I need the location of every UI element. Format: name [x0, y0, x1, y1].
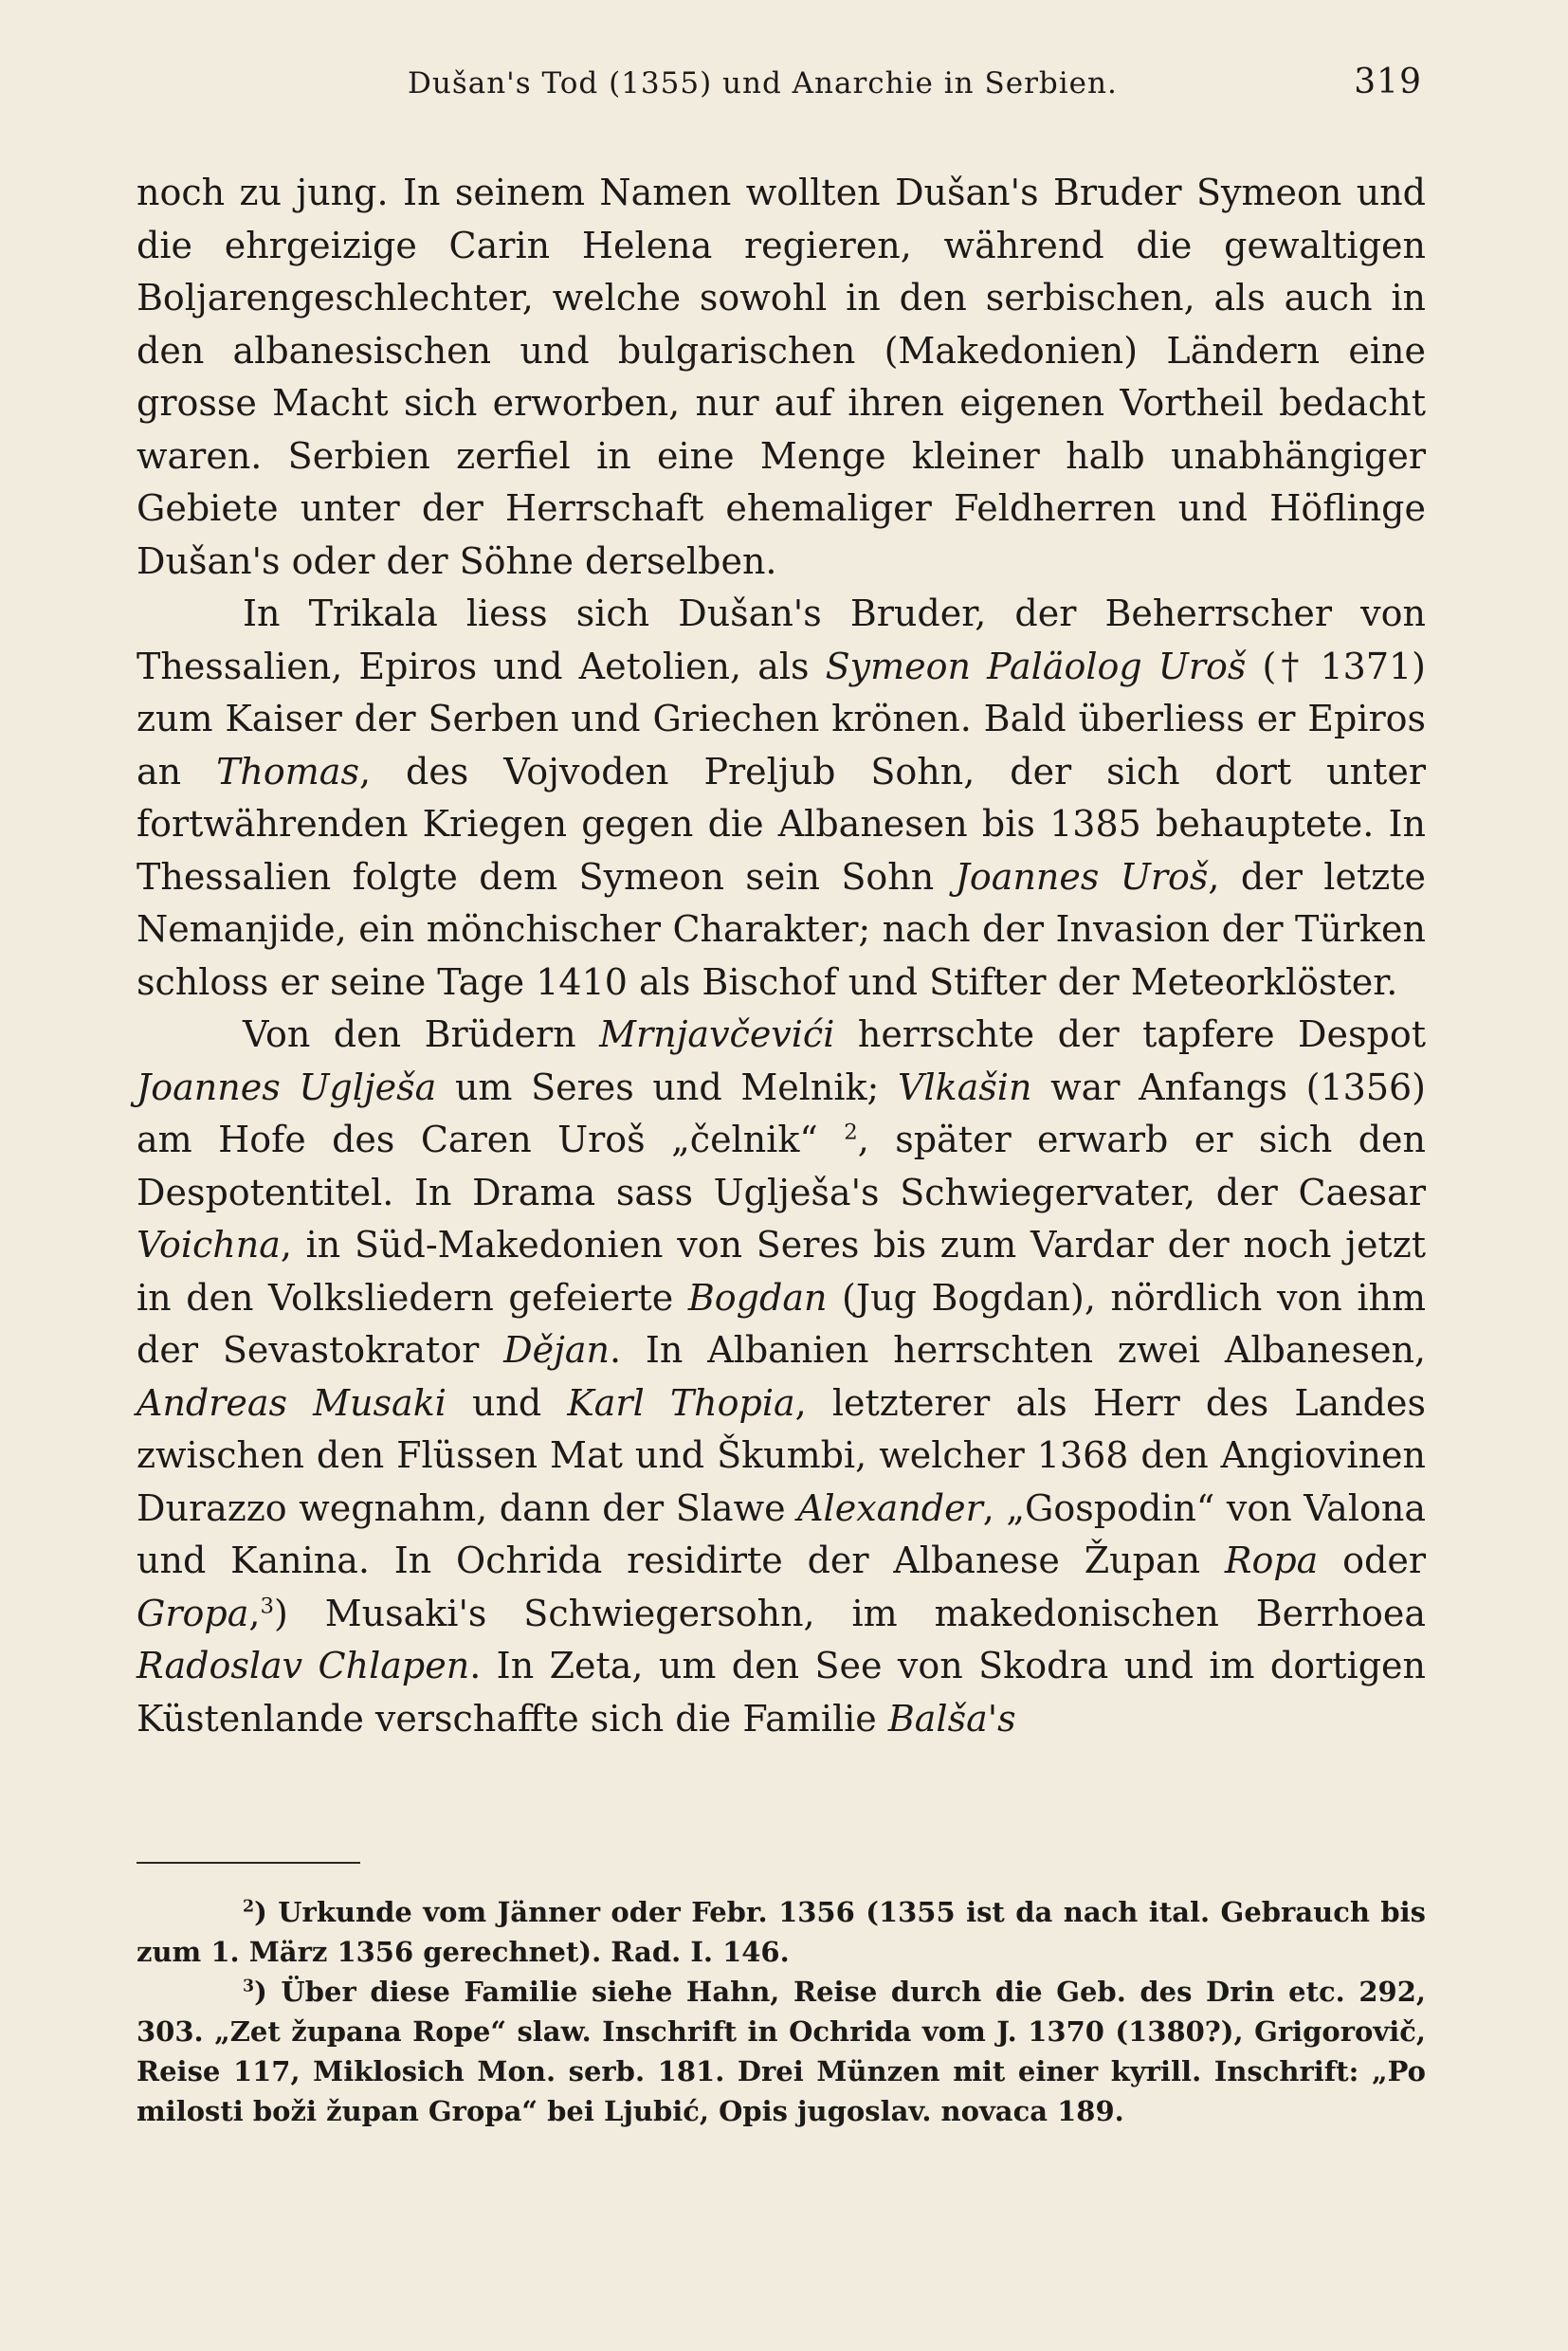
page-header [133, 55, 1441, 121]
text-run: († 1371) zum Kaiser der Serben und Griechen krönen. Bald überliess er Epiros an [137, 645, 1427, 793]
person-name: Ropa [1224, 1540, 1319, 1581]
person-name: Andreas Musaki [137, 1381, 447, 1424]
footnotes [137, 1892, 1426, 2131]
person-name: Vlkašin [898, 1066, 1032, 1108]
footnote-3 [137, 1972, 1426, 2131]
footnote-ref: 3 [260, 1593, 274, 1618]
person-name: Gropa [137, 1592, 249, 1634]
text-run: Von den Brüdern [243, 1013, 600, 1055]
paragraph-3 [137, 1009, 1426, 1745]
person-name: Joannes Uglješa [137, 1066, 437, 1108]
text-run: um Seres und Melnik; [436, 1066, 899, 1108]
footnote-text: ) Urkunde vom Jänner oder Febr. 1356 (1355 ist da nach ital. Gebrauch bis zum 1. März 1356 gerechnet). Rad. I. 146. [137, 1896, 1426, 1968]
text-run: , in Süd-Makedonien von Seres bis zum Vardar der noch jetzt in den Volksliedern gefeierte [137, 1224, 1426, 1319]
text-run: . In Zeta, um den See von Skodra und im dortigen Küstenlande verschaffte sich die Familie [137, 1645, 1427, 1740]
person-name: Radoslav Chlapen [137, 1645, 470, 1686]
person-name: Balša's [887, 1697, 1016, 1740]
person-name: Joannes Uroš [955, 855, 1209, 898]
text-run: , des Vojvoden Preljub Sohn, der sich dort unter fortwährenden Kriegen gegen die Albanesen bis 1385 behauptete. In Thessalien folgte dem Symeon sein Sohn [137, 750, 1426, 898]
text-run: , „Gospodin“ von Valona und Kanina. In Ochrida residirte der Albanese Župan [137, 1486, 1426, 1581]
text-run: In Trikala liess sich Dušan's Bruder, der Beherrscher von Thessalien, Epiros und Aetolien, als [137, 592, 1426, 687]
text-run: , später erwarb er sich den Despotentitel. In Drama sass Uglješa's Schwiegervater, der Caesar [137, 1119, 1426, 1213]
paragraph-2 [137, 588, 1426, 1009]
text-run: (Jug Bogdan), nördlich von ihm der Sevastokrator [137, 1276, 1426, 1371]
person-name: Dějan [503, 1329, 610, 1371]
person-name: Thomas [216, 750, 359, 793]
text-run: , der letzte Nemanjide, ein mönchischer Charakter; nach der Invasion der Türken schloss er seine Tage 1410 als Bischof und Stifter der Meteorklöster. [137, 855, 1426, 1003]
person-name: Symeon Paläolog Uroš [825, 645, 1247, 687]
text-run: , letzterer als Herr des Landes zwischen den Flüssen Mat und Škumbi, welcher 1368 den Angiovinen Durazzo wegnahm, dann der Slawe [137, 1381, 1426, 1529]
text-run: war Anfangs (1356) am Hofe des Caren Uroš „čelnik“ [137, 1066, 1427, 1160]
footnote-mark: 3 [243, 1977, 255, 1996]
text-run: und [446, 1381, 568, 1424]
text-run: ) Musaki's Schwiegersohn, im makedonischen Berrhoea [274, 1592, 1426, 1634]
text-run: herrschte der tapfere Despot [834, 1013, 1426, 1055]
person-name: Mrnjavčevići [599, 1013, 835, 1055]
running-head: Dušan's Tod (1355) und Anarchie in Serbien. [408, 66, 1118, 100]
footnote-divider [137, 1862, 360, 1864]
main-text [137, 167, 1426, 1745]
paragraph-text: noch zu jung. In seinem Namen wollten Dušan's Bruder Symeon und die ehrgeizige Carin Helena regieren, während die gewaltigen Boljarengeschlechter, welche sowohl in den serbischen, als auch in den albanesischen und bulgarischen (Makedonien) Ländern eine grosse Macht sich erworben, nur auf ihren eigenen Vortheil bedacht waren. Serbien zerfiel in eine Menge kleiner halb unabhängiger Gebiete unter der Herrschaft ehemaliger Feldherren und Höflinge Dušan's oder der Söhne derselben. [137, 172, 1426, 582]
footnote-mark: 2 [243, 1897, 255, 1917]
text-run: , [248, 1592, 261, 1634]
text-run: . In Albanien herrschten zwei Albanesen, [610, 1329, 1426, 1371]
person-name: Alexander [797, 1486, 983, 1529]
footnote-ref: 2 [844, 1120, 858, 1145]
footnote-text: ) Über diese Familie siehe Hahn, Reise durch die Geb. des Drin etc. 292, 303. „Zet župana Rope“ slaw. Inschrift in Ochrida vom J. 1370 (1380?), Grigorovič, Reise 117, Miklosich Mon. serb. 181. Drei Münzen mit einer kyrill. Inschrift: „Po milosti boži župan Gropa“ bei Ljubić, Opis jugoslav. novaca 189. [137, 1976, 1426, 2127]
person-name: Bogdan [687, 1276, 828, 1319]
footnote-2 [137, 1892, 1426, 1972]
person-name: Karl Thopia [567, 1381, 795, 1424]
paragraph-1 [137, 167, 1426, 588]
person-name: Voichna [137, 1224, 281, 1266]
page-number: 319 [1354, 63, 1422, 101]
text-run: oder [1318, 1540, 1426, 1581]
